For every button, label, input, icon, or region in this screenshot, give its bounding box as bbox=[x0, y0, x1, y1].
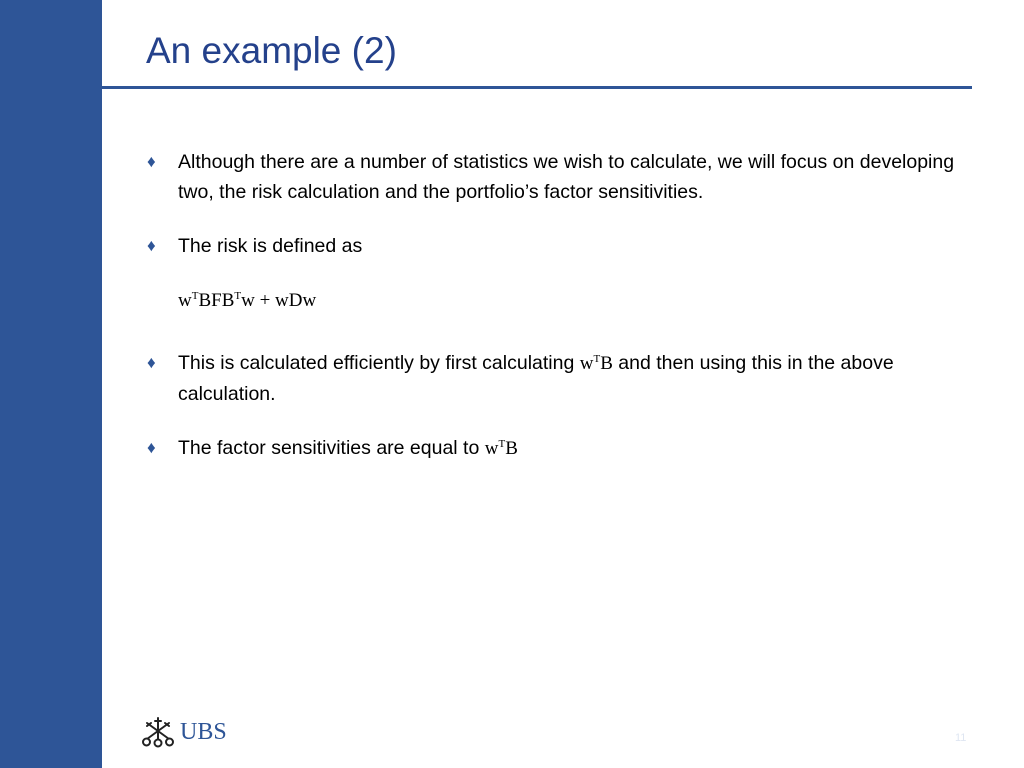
formula-sup-1: T bbox=[191, 290, 199, 302]
page-number: 11 bbox=[955, 732, 967, 744]
diamond-bullet-icon: ♦ bbox=[147, 438, 156, 457]
title-rule-left bbox=[35, 86, 102, 89]
ubs-logo bbox=[142, 714, 227, 750]
bullet-4 bbox=[147, 433, 977, 464]
bullet-3-math-tail: B bbox=[600, 353, 613, 374]
slide-title: An example (2) bbox=[146, 30, 397, 71]
bullet-3-text bbox=[147, 348, 977, 409]
risk-formula bbox=[178, 290, 316, 312]
bullet-2 bbox=[147, 231, 977, 261]
bullet-1 bbox=[147, 147, 977, 207]
logo-wordmark: UBS bbox=[180, 718, 227, 745]
bullet-3-math-base: w bbox=[579, 353, 594, 374]
formula-sup-2: T bbox=[234, 290, 242, 302]
bullet-3-text-before: This is calculated efficiently by first calculating bbox=[178, 352, 580, 374]
bullet-4-math-sup: T bbox=[498, 438, 506, 450]
bullet-4-math-base: w bbox=[484, 438, 499, 459]
diamond-bullet-icon: ♦ bbox=[147, 236, 156, 255]
formula-part-2: BFB bbox=[198, 290, 235, 311]
keys-icon bbox=[142, 715, 174, 749]
bullet-2-text: The risk is defined as bbox=[178, 235, 363, 257]
bullet-3 bbox=[147, 348, 977, 409]
bullet-4-text bbox=[147, 433, 977, 464]
title-rule bbox=[102, 86, 972, 89]
diamond-bullet-icon: ♦ bbox=[147, 353, 156, 372]
bullet-3-math bbox=[580, 353, 613, 374]
bullet-4-math bbox=[485, 438, 518, 459]
bullet-4-text-before: The factor sensitivities are equal to bbox=[178, 437, 485, 459]
diamond-bullet-icon: ♦ bbox=[147, 152, 156, 171]
sidebar-band bbox=[0, 0, 102, 768]
bullet-4-math-tail: B bbox=[505, 438, 518, 459]
formula-part-1: w bbox=[178, 290, 192, 311]
bullet-3-math-sup: T bbox=[593, 353, 601, 365]
bullet-1-text: Although there are a number of statistics we wish to calculate, we will focus on developing two, the risk calculation and the portfolio’s factor sensitivities. bbox=[178, 151, 955, 203]
bullet-3-text-after: and then using this in the above calculation. bbox=[178, 352, 894, 405]
formula-part-3: w + wDw bbox=[241, 290, 317, 311]
